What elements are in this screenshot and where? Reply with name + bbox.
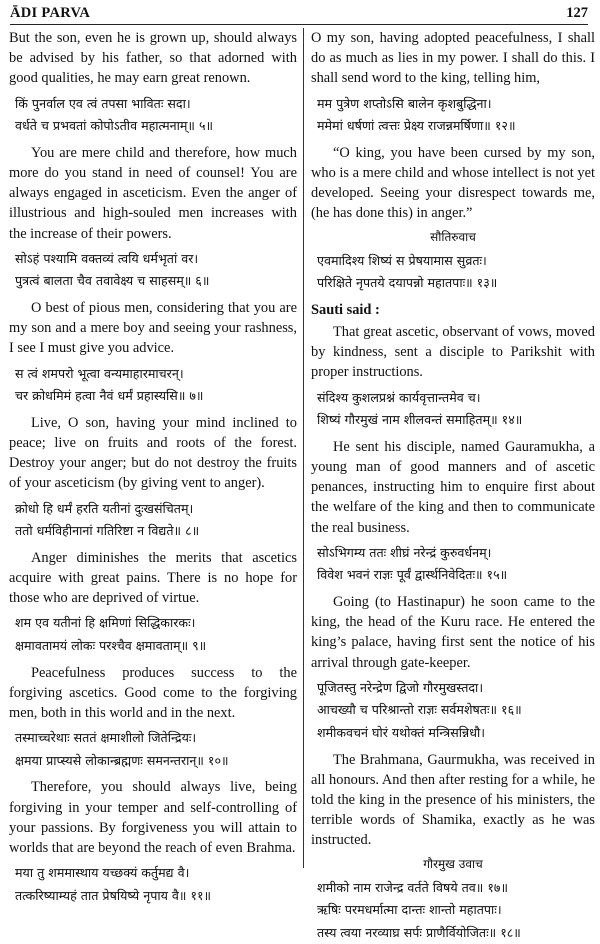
right-column xyxy=(311,28,595,940)
translation-paragraph: The Brahmana, Gaurmukha, was received in all honours. And then after resting for a while, he told the king in the presence of his ministers, the terrible words of Shamika, exactly as he was instructed. xyxy=(311,751,595,849)
sanskrit-verse-line: ऋषिः परमधर्मात्मा दान्तः शान्तो महातपाः। xyxy=(317,902,502,918)
sanskrit-verse-line: मया तु शममास्थाय यच्छक्यं कर्तुमद्य वै। xyxy=(15,865,190,881)
sanskrit-verse-line: तत्करिष्याम्यहं तात प्रेषयिष्ये नृपाय वै॥ ११॥ xyxy=(15,887,212,903)
sanskrit-verse-line: एवमादिश्य शिष्यं स प्रेषयामास सुव्रतः। xyxy=(317,252,487,268)
translation-paragraph: “O king, you have been cursed by my son, who is a mere child and whose intellect is not yet developed. Seeing your disrespect towards me, (he has done this) in anger.” xyxy=(311,144,595,222)
translation-paragraph: Going (to Hastinapur) he soon came to the king, the head of the Kuru race. He entered the king’s palace, having first sent the notice of his arrival through gate-keeper. xyxy=(311,594,595,671)
sanskrit-verse-line: शमीकवचनं घोरं यथोक्तं मन्त्रिसन्निधौ। xyxy=(317,725,485,740)
translation-paragraph: Therefore, you should always live, being forgiving in your temper and self-controlling of your passions. By forgiveness you will attain to worlds that are beyond the reach of even Brahma. xyxy=(9,779,297,856)
translation-paragraph: That great ascetic, observant of vows, moved by kindness, sent a disciple to Parikshit with proper instructions. xyxy=(311,324,595,381)
sanskrit-verse-line: शम एव यतीनां हि क्षमिणां सिद्धिकारकः। xyxy=(15,615,196,631)
sanskrit-verse-line: शिष्यं गौरमुखं नाम शीलवन्तं समाहितम्॥ १४॥ xyxy=(317,412,523,428)
sanskrit-verse-line: ततो धर्मविहीनानां गतिरिष्टा न विद्यते॥ ८॥ xyxy=(15,523,200,539)
page-number: 127 xyxy=(566,5,588,21)
sanskrit-verse-line: चर क्रोधमिमं हत्वा नैवं धर्मं प्रहास्यसि॥ ७॥ xyxy=(15,388,204,404)
sanskrit-verse-line: क्रोधो हि धर्मं हरति यतीनां दुःखसंचितम्। xyxy=(15,500,194,516)
sanskrit-verse-line: पुत्रत्वं बालता चैव तवावेक्ष्य च साहसम्॥ ६॥ xyxy=(15,273,210,289)
book-section-title: ĀDI PARVA xyxy=(10,5,91,21)
speaker-label: Sauti said : xyxy=(311,301,380,318)
speaker-heading-sanskrit: गौरमुख उवाच xyxy=(423,856,483,871)
translation-paragraph: He sent his disciple, named Gauramukha, a young man of good manners and of ascetic penances, instructing him to enquire first about the welfare of the king and then to communicate the real business. xyxy=(311,438,595,536)
translation-paragraph: But the son, even he is grown up, should always be advised by his father, so that adorned with good qualities, he may earn great renown. xyxy=(9,30,297,87)
sanskrit-verse-line: तस्माच्चरेथाः सततं क्षमाशीलो जितेन्द्रियः। xyxy=(15,730,197,746)
sanskrit-verse-line: मम पुत्रेण शप्तोऽसि बालेन कृशबुद्धिना। xyxy=(317,95,492,111)
sanskrit-verse-line: स त्वं शमपरो भूत्वा वन्यमाहारमाचरन्। xyxy=(15,365,184,381)
sanskrit-verse-line: क्षमया प्राप्स्यसे लोकान्ब्रह्मणः समनन्तरान्॥ १०॥ xyxy=(15,752,229,768)
translation-paragraph: Live, O son, having your mind inclined to peace; live on fruits and roots of the forest. Destroy your anger; but do not destroy the fruits of your asceticism (by giving vent to anger). xyxy=(9,414,297,492)
translation-paragraph: O my son, having adopted peacefulness, I shall do as much as lies in my power. I shall do this. I shall send word to the king, telling him, xyxy=(311,30,595,87)
sanskrit-verse-line: ममेमां धर्षणां त्वत्तः प्रेक्ष्य राजन्नमर्षिणा॥ १२॥ xyxy=(317,118,516,134)
sanskrit-verse-line: संदिश्य कुशलप्रश्नं कार्यवृत्तान्तमेव च। xyxy=(317,389,481,405)
column-divider xyxy=(303,28,304,868)
sanskrit-verse-line: वर्धते च प्रभवतां कोपोऽतीव महात्मनाम्॥ ५॥ xyxy=(15,118,214,134)
sanskrit-verse-line: किं पुनर्वाल एव त्वं तपसा भावितः सदा। xyxy=(15,95,191,111)
left-column xyxy=(9,28,297,903)
translation-paragraph: You are mere child and therefore, how much more do you stand in need of counsel! You are always engaged in asceticism. Even the anger of illustrious and high-souled men increases with the increase of their powers. xyxy=(9,144,297,242)
sanskrit-verse-line: क्षमावतामयं लोकः परश्चैव क्षमावताम्॥ ९॥ xyxy=(15,638,207,653)
sanskrit-verse-line: पूजितस्तु नरेन्द्रेण द्विजो गौरमुखस्तदा। xyxy=(317,679,484,695)
translation-paragraph: O best of pious men, considering that you are my son and a mere boy and seeing your rashness, I see I must give you advice. xyxy=(9,300,297,357)
sanskrit-verse-line: सोऽभिगम्य ततः शीघ्रं नरेन्द्रं कुरुवर्धनम्। xyxy=(317,544,492,560)
translation-paragraph: Peacefulness produces success to the forgiving ascetics. Good come to the forgiving men, both in this world and in the next. xyxy=(9,664,297,721)
sanskrit-verse-line: तस्य त्वया नरव्याघ्र सर्पः प्राणैर्वियोजितः॥ १८॥ xyxy=(317,924,521,940)
sanskrit-verse-line: शमीको नाम राजेन्द्र वर्तते विषये तव॥ १७॥ xyxy=(317,879,508,895)
speaker-heading-sanskrit: सौतिरुवाच xyxy=(430,229,476,244)
sanskrit-verse-line: विवेश भवनं राज्ञः पूर्वं द्वार्स्थनिवेदितः॥ १५॥ xyxy=(317,567,508,583)
sanskrit-verse-line: आचख्यौ च परिश्रान्तो राज्ञः सर्वमशेषतः॥ १६॥ xyxy=(317,702,522,718)
sanskrit-verse-line: परिक्षिते नृपतये दयापन्नो महातपाः॥ १३॥ xyxy=(317,275,498,291)
running-header xyxy=(10,2,588,25)
translation-paragraph: Anger diminishes the merits that ascetics acquire with great pains. There is no hope for those who are deprived of virtue. xyxy=(9,549,297,607)
sanskrit-verse-line: सोऽहं पश्यामि वक्तव्यं त्वयि धर्मभृतां वर। xyxy=(15,250,199,266)
